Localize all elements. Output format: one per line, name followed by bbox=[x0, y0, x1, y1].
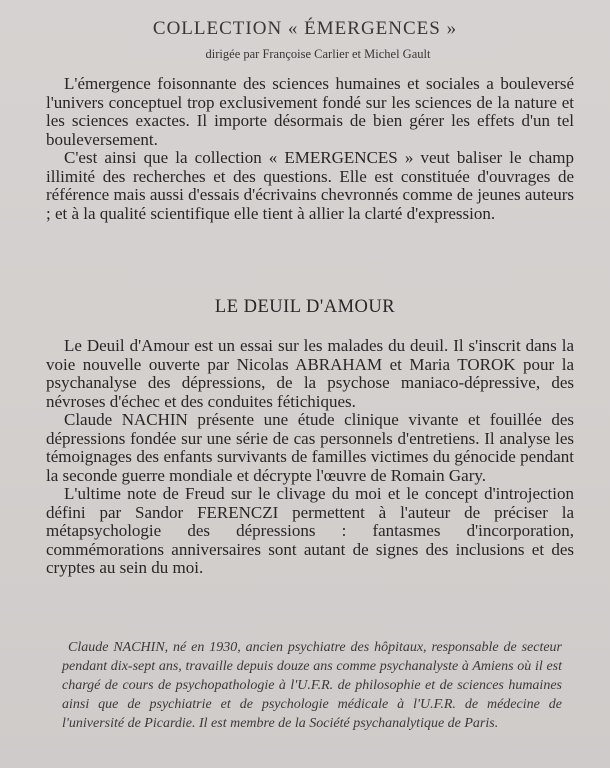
intro-paragraph-1: L'émergence foisonnante des sciences humaines et sociales a bouleversé l'univers conceptuel trop exclusivement fondé sur les sciences de la nature et les sciences exactes. Il importe désormais de bien gérer les effets d'un tel bouleversement. bbox=[46, 74, 574, 149]
intro-paragraph-2: C'est ainsi que la collection « EMERGENCES » veut baliser le champ illimité des recherches et des questions. Elle est constituée d'ouvrages de référence mais aussi d'essais d'écrivains chevronnés comme de jeunes auteurs ; et à la qualité scientifique elle tient à allier la clarté d'expression. bbox=[46, 148, 574, 223]
description-paragraph-3: L'ultime note de Freud sur le clivage du moi et le concept d'introjection défini par Sandor FERENCZI permettent à l'auteur de préciser la métapsychologie des dépressions : fantasmes d'incorporation, commémorations anniversaires sont autant de signes des inclusions et des cryptes au sein du moi. bbox=[46, 484, 574, 577]
collection-directors: dirigée par Françoise Carlier et Michel Gault bbox=[205, 47, 431, 61]
description-paragraph-2: Claude NACHIN présente une étude clinique vivante et fouillée des dépressions fondée sur une série de cas personnels d'entretiens. Il analyse les témoignages des enfants survivants de familles victimes du génocide pendant la seconde guerre mondiale et décrypte l'œuvre de Romain Gary. bbox=[46, 410, 574, 485]
collection-intro bbox=[46, 75, 574, 223]
description-paragraph-1: Le Deuil d'Amour est un essai sur les malades du deuil. Il s'inscrit dans la voie nouvelle ouverte par Nicolas ABRAHAM et Maria TOROK pour la psychanalyse des dépressions, de la psychose maniaco-dépressive, des névroses d'échec et des conduites fétichiques. bbox=[46, 336, 574, 411]
book-title: LE DEUIL D'AMOUR bbox=[214, 297, 396, 317]
author-bio: Claude NACHIN, né en 1930, ancien psychiatre des hôpitaux, responsable de secteur pendant dix-sept ans, travaille depuis douze ans comme psychanalyste à Amiens où il est chargé de cours de psychopathologie à l'U.F.R. de philosophie et de sciences humaines ainsi que de psychiatrie et de psychologie médicale à l'U.F.R. de médecine de l'université de Picardie. Il est membre de la Société psychanalytique de Paris. bbox=[62, 640, 562, 731]
collection-title: COLLECTION « ÉMERGENCES » bbox=[152, 18, 458, 39]
book-description bbox=[46, 337, 574, 578]
